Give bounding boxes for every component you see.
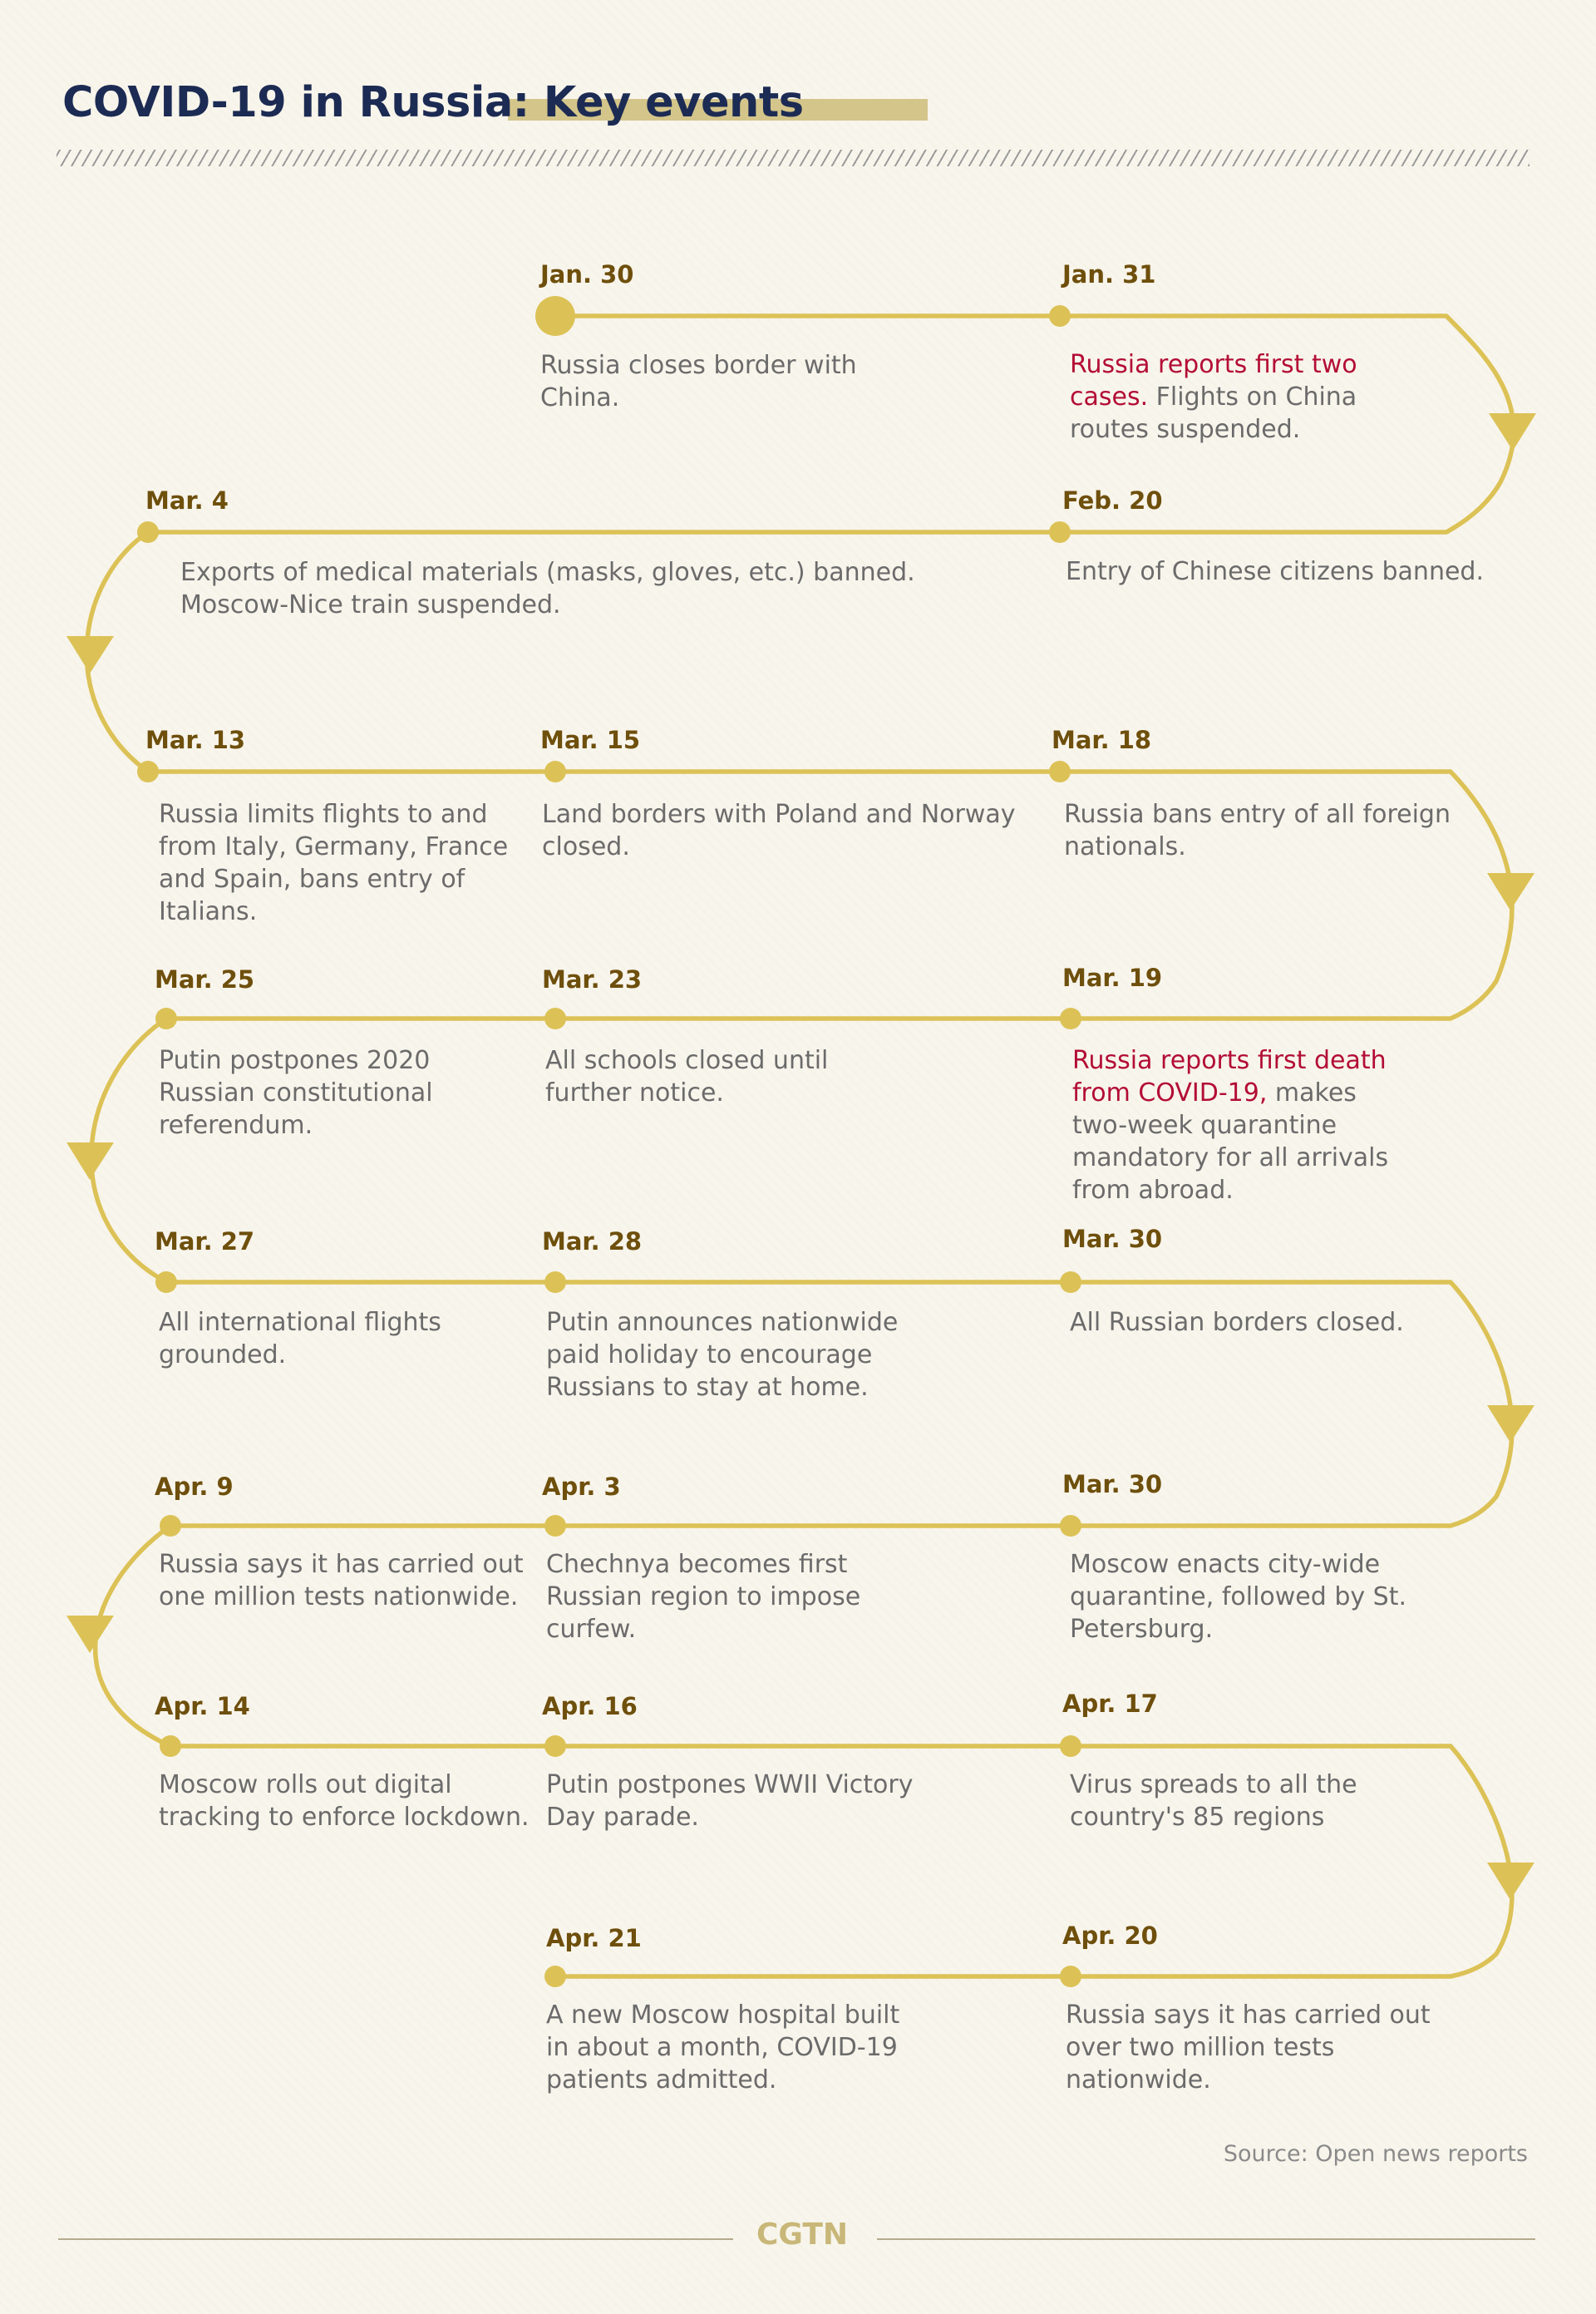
footer-rule-left [58,2238,733,2240]
event-description: Russia says it has carried out one million tests nationwide. [159,1550,524,1611]
event-date: Apr. 21 [546,1924,642,1952]
timeline-node [155,1271,177,1293]
event-date: Mar. 15 [540,726,641,754]
event-description: Putin postpones WWII Victory Day parade. [546,1770,914,1832]
arrow-down-icon [1487,873,1534,910]
arrow-down-icon [1489,413,1536,451]
timeline-node [137,761,159,782]
event-highlight: Russia reports first two cases. [1070,350,1357,412]
event-description: All international flights grounded. [159,1308,441,1369]
event-date: Mar. 19 [1062,964,1163,992]
arrow-down-icon [66,1616,114,1653]
timeline-node [1049,305,1071,327]
timeline-node [544,1271,566,1293]
event-date: Mar. 30 [1062,1225,1163,1253]
event-description: A new Moscow hospital built in about a month, COVID-19 patients admitted. [546,2001,900,2094]
event-description: Russia says it has carried out over two million tests nationwide. [1066,2001,1431,2094]
event-date: Apr. 14 [155,1692,250,1720]
event-date: Apr. 17 [1062,1690,1158,1718]
event-description: Moscow enacts city-wide quarantine, followed by St. Petersburg. [1070,1550,1406,1644]
event-description: Putin postpones 2020 Russian constitutional referendum. [159,1046,433,1140]
cgtn-logo: CGTN [756,2218,849,2252]
event-highlight: Russia reports first death from COVID-19, [1072,1046,1387,1108]
timeline-node [1049,761,1071,782]
timeline-node [1049,521,1071,543]
event-date: Mar. 23 [542,965,643,994]
timeline-node [160,1515,181,1537]
event-date: Mar. 18 [1052,726,1152,754]
event-description: Entry of Chinese citizens banned. [1066,557,1484,586]
event-description: Russia bans entry of all foreign nationals. [1064,800,1451,861]
timeline-node [1060,1515,1081,1537]
arrow-down-icon [1487,1405,1534,1443]
event-description: Russia limits flights to and from Italy, Germany, France and Spain, bans entry of Italians. [159,800,509,926]
event-description: All Russian borders closed. [1070,1308,1404,1337]
event-date: Mar. 30 [1062,1470,1163,1498]
event-description: All schools closed until further notice. [545,1046,829,1108]
footer-rule-right [877,2238,1535,2240]
event-date: Mar. 13 [145,726,246,754]
event-description: Land borders with Poland and Norway closed. [542,800,1016,861]
timeline-nodes [137,296,1081,1987]
event-date: Mar. 27 [155,1227,255,1256]
event-date: Jan. 31 [1062,260,1156,289]
event-date: Jan. 30 [540,260,634,289]
timeline-node [544,761,566,782]
timeline-node [160,1735,181,1757]
timeline-node [1060,1271,1081,1293]
arrow-down-icon [66,636,114,673]
event-description: Virus spreads to all the country's 85 regions [1070,1770,1357,1832]
event-date: Apr. 9 [155,1473,234,1501]
event-description: Moscow rolls out digital tracking to enforce lockdown. [159,1770,530,1832]
timeline-node [137,521,159,543]
event-date: Mar. 25 [155,965,255,994]
page-title: COVID-19 in Russia: Key events [62,78,804,127]
event-date: Mar. 4 [145,486,229,515]
arrow-down-icon [1487,1863,1534,1900]
timeline-node [1060,1735,1081,1757]
event-description: Russia closes border with China. [540,351,857,412]
timeline-node [544,1735,566,1757]
timeline-node [1060,1008,1081,1029]
timeline-node [1060,1966,1081,1987]
event-description: Putin announces nationwide paid holiday to encourage Russians to stay at home. [546,1308,899,1402]
timeline-start-node [535,296,575,336]
event-date: Apr. 3 [542,1473,621,1501]
timeline-node [544,1008,566,1029]
timeline-node [544,1966,566,1987]
event-date: Apr. 20 [1062,1922,1158,1950]
arrow-down-icon [66,1142,114,1180]
timeline-node [155,1008,177,1029]
timeline-node [544,1515,566,1537]
source-note: Source: Open news reports [1223,2141,1528,2167]
event-description: Russia reports first death from COVID-19, makes two-week quarantine mandatory for all arrivals from abroad. [1072,1046,1389,1205]
event-description: Chechnya becomes first Russian region to impose curfew. [546,1550,861,1644]
event-description: Exports of medical materials (masks, gloves, etc.) banned. Moscow-Nice train suspended. [180,558,915,619]
event-date: Feb. 20 [1062,486,1163,515]
event-date: Apr. 16 [542,1692,638,1720]
event-description: Russia reports first two cases. Flights on China routes suspended. [1070,350,1357,444]
event-date: Mar. 28 [542,1227,643,1256]
